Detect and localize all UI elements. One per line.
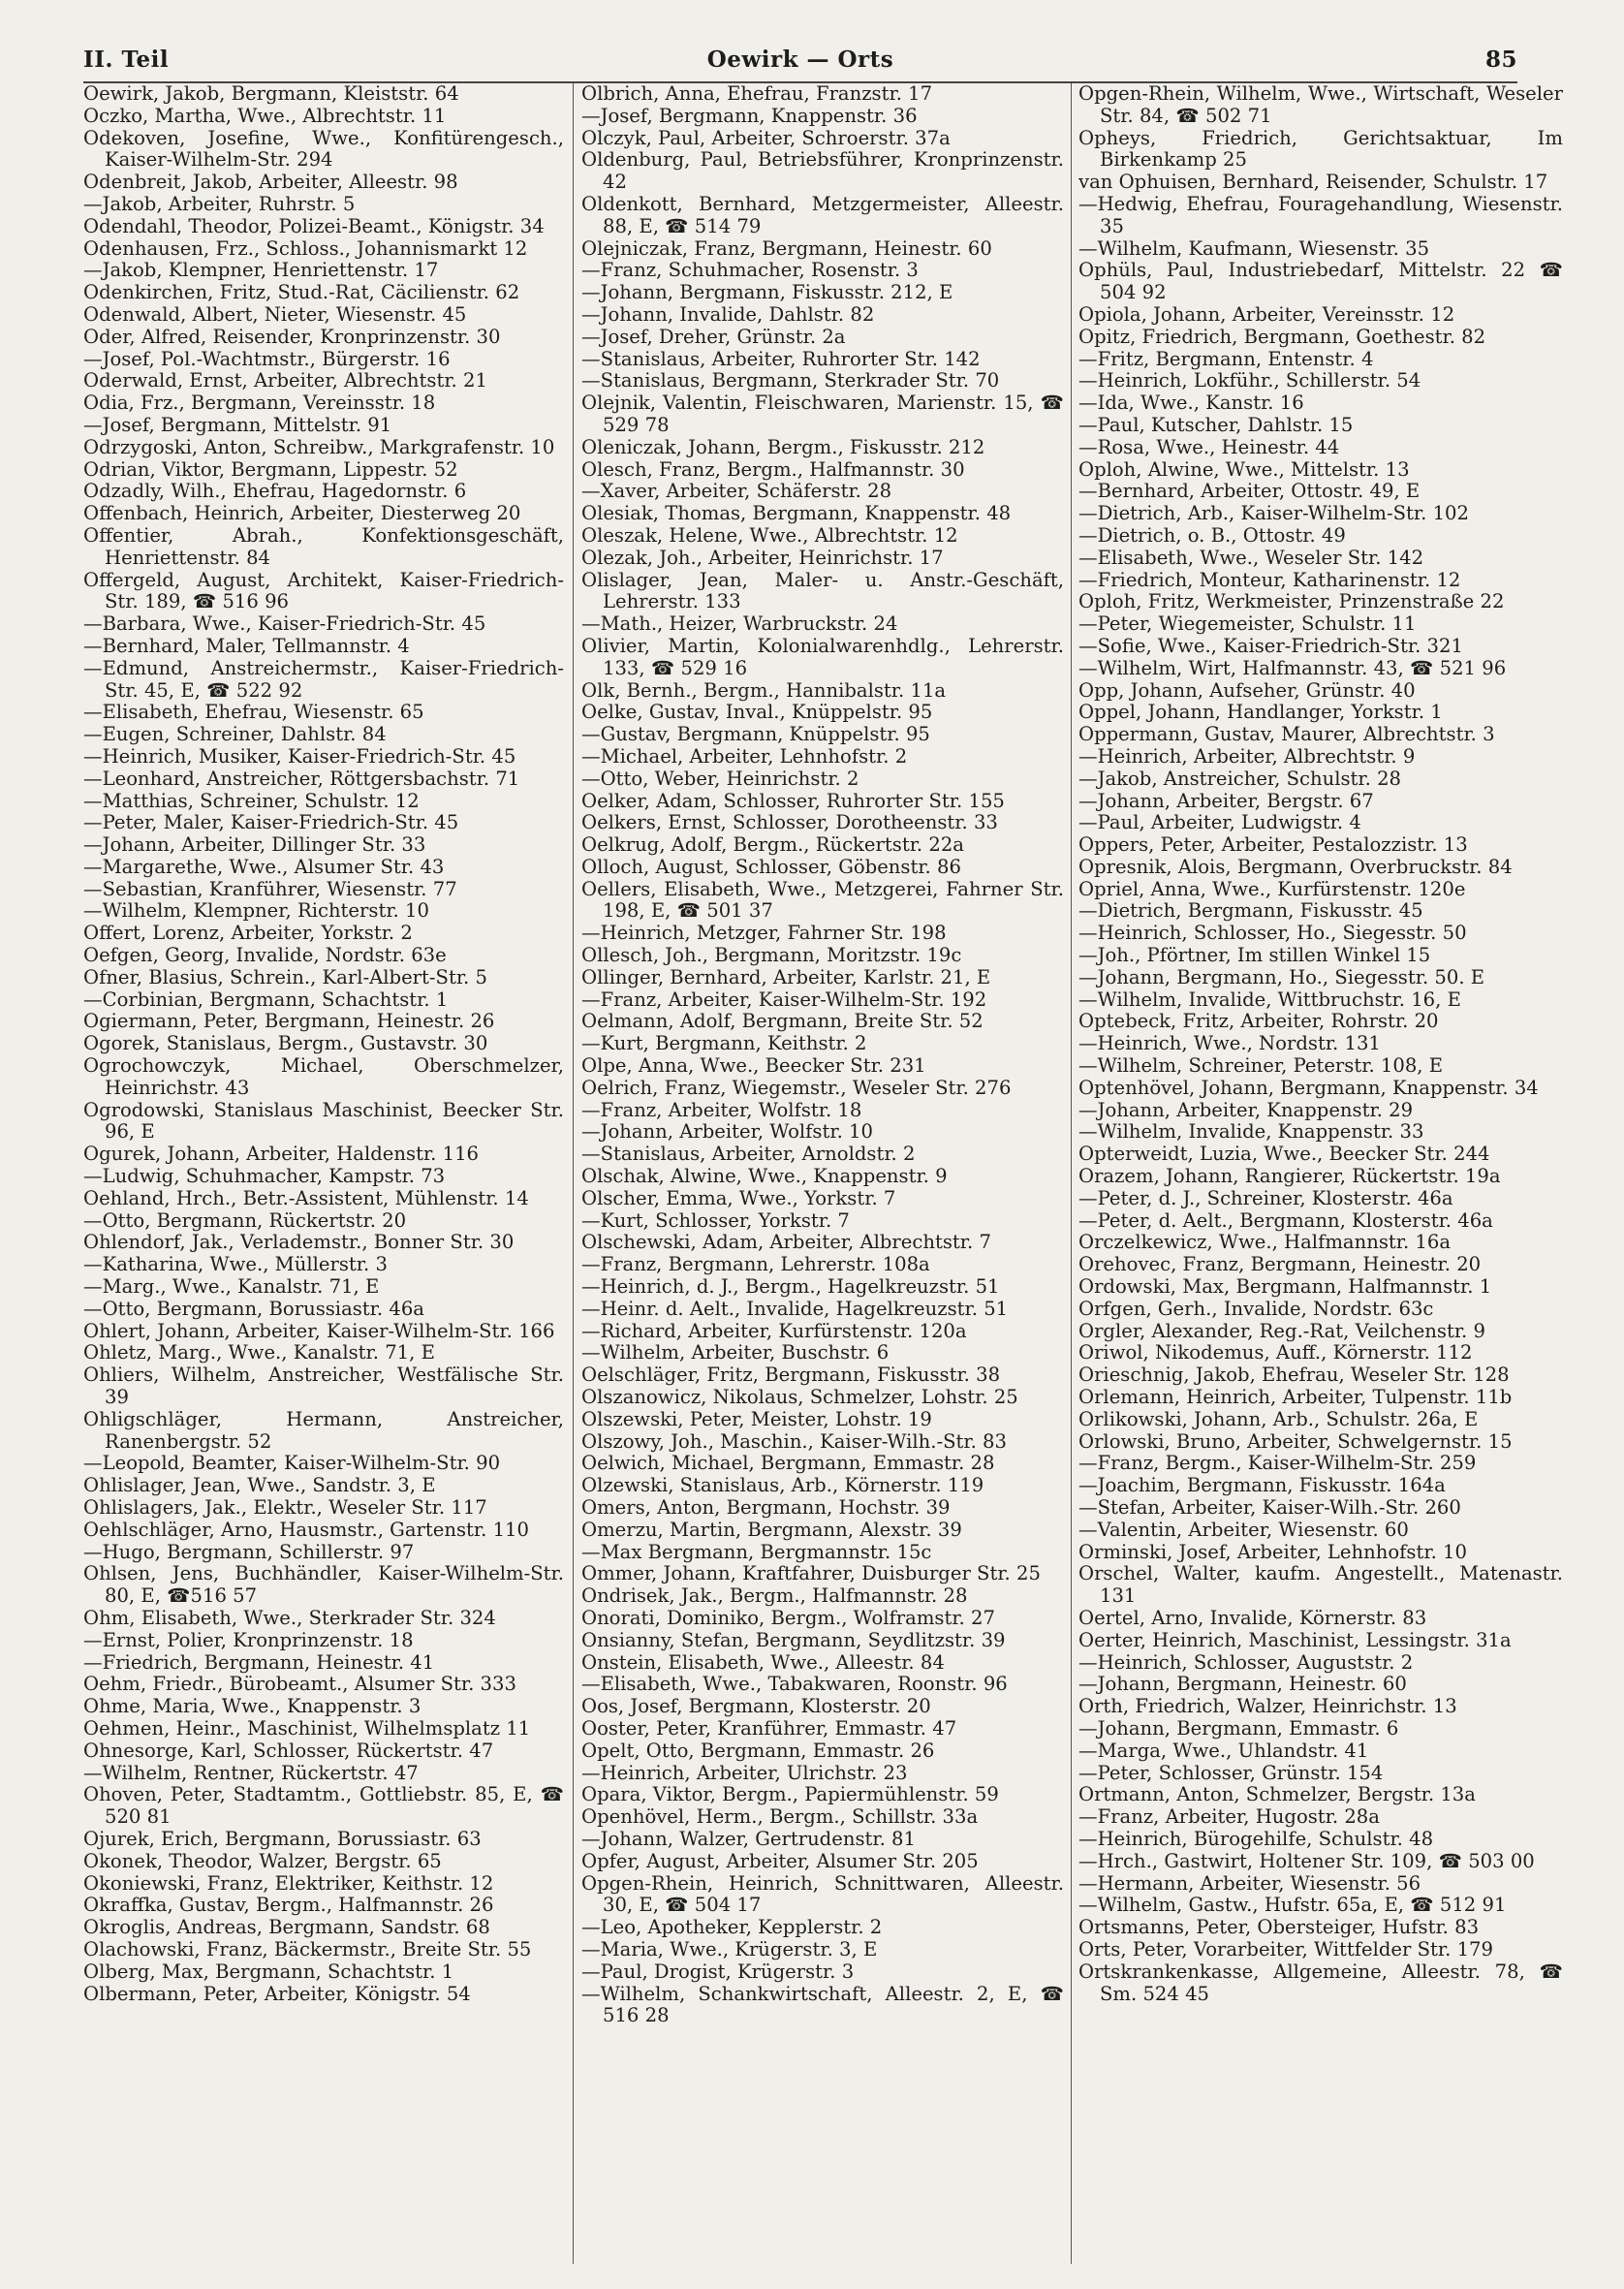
directory-entry: Ogiermann, Peter, Bergmann, Heinestr. 26 — [83, 1010, 495, 1033]
directory-entry: Olczyk, Paul, Arbeiter, Schroerstr. 37a — [581, 126, 951, 149]
column-1 — [83, 83, 564, 2005]
directory-entry: Orazem, Johann, Rangierer, Rückertstr. 19a — [1078, 1165, 1501, 1188]
directory-entry: —Heinrich, Musiker, Kaiser-Friedrich-Str. 45 — [83, 744, 516, 768]
directory-entry: —Ida, Wwe., Kanstr. 16 — [1078, 392, 1304, 415]
directory-entry: Oelrich, Franz, Wiegemstr., Weseler Str. 276 — [581, 1076, 1012, 1099]
directory-entry: Ohletz, Marg., Wwe., Kanalstr. 71, E — [83, 1341, 435, 1364]
directory-entry: —Paul, Drogist, Krügerstr. 3 — [581, 1960, 855, 1983]
directory-entry: —Hermann, Arbeiter, Wiesenstr. 56 — [1078, 1871, 1421, 1895]
directory-entry: Odendahl, Theodor, Polizei-Beamt., Königstr. 34 — [83, 214, 545, 237]
directory-entry: —Heinrich, Schlosser, Ho., Siegesstr. 50 — [1078, 922, 1467, 945]
directory-entry: —Stanislaus, Arbeiter, Ruhrorter Str. 142 — [581, 347, 981, 370]
directory-entry: Oploh, Alwine, Wwe., Mittelstr. 13 — [1078, 457, 1410, 481]
directory-entry: —Leo, Apotheker, Kepplerstr. 2 — [581, 1916, 883, 1939]
directory-entry: Ortskrankenkasse, Allgemeine, Alleestr. 78, ☎ Sm. 524 45 — [1078, 1960, 1563, 2005]
directory-entry: —Kurt, Schlosser, Yorkstr. 7 — [581, 1208, 850, 1232]
directory-entry: Olpe, Anna, Wwe., Beecker Str. 231 — [581, 1054, 926, 1078]
directory-entry: Olbermann, Peter, Arbeiter, Königstr. 54 — [83, 1982, 471, 2005]
directory-entry: Oldenburg, Paul, Betriebsführer, Kronprinzenstr. 42 — [581, 148, 1064, 194]
directory-entry: —Hedwig, Ehefrau, Fouragehandlung, Wiesenstr. 35 — [1078, 192, 1563, 237]
directory-entry: —Wilhelm, Rentner, Rückertstr. 47 — [83, 1761, 419, 1784]
directory-entry: Oppel, Johann, Handlanger, Yorkstr. 1 — [1078, 701, 1443, 724]
column-3 — [1078, 83, 1563, 2005]
directory-entry: Orieschnig, Jakob, Ehefrau, Weseler Str. 128 — [1078, 1364, 1510, 1387]
directory-entry: Orczelkewicz, Wwe., Halfmannstr. 16a — [1078, 1231, 1452, 1254]
directory-entry: —Peter, d. Aelt., Bergmann, Klosterstr. 46a — [1078, 1208, 1493, 1232]
directory-entry: —Richard, Arbeiter, Kurfürstenstr. 120a — [581, 1319, 967, 1342]
directory-entry: —Heinrich, Lokführ., Schillerstr. 54 — [1078, 369, 1421, 392]
directory-entry: —Ludwig, Schuhmacher, Kampstr. 73 — [83, 1165, 446, 1188]
directory-entry: Oldenkott, Bernhard, Metzgermeister, Alleestr. 88, E, ☎ 514 79 — [581, 192, 1064, 237]
directory-entry: —Bernhard, Maler, Tellmannstr. 4 — [83, 634, 410, 657]
page-header — [83, 47, 1517, 83]
directory-entry: Oefgen, Georg, Invalide, Nordstr. 63e — [83, 944, 447, 967]
directory-entry: —Johann, Bergmann, Ho., Siegesstr. 50. E — [1078, 965, 1485, 988]
directory-entry: Ooster, Peter, Kranführer, Emmastr. 47 — [581, 1716, 957, 1740]
directory-entry: —Wilhelm, Invalide, Knappenstr. 33 — [1078, 1120, 1424, 1144]
directory-entry: —Marga, Wwe., Uhlandstr. 41 — [1078, 1739, 1369, 1762]
directory-entry: Oderwald, Ernst, Arbeiter, Albrechtstr. 21 — [83, 369, 487, 392]
directory-entry: —Jakob, Klempner, Henriettenstr. 17 — [83, 259, 439, 282]
directory-entry: Orehovec, Franz, Bergmann, Heinestr. 20 — [1078, 1253, 1482, 1276]
directory-entry: —Michael, Arbeiter, Lehnhofstr. 2 — [581, 744, 908, 768]
directory-entry: Ollesch, Joh., Bergmann, Moritzstr. 19c — [581, 944, 962, 967]
directory-entry: —Kurt, Bergmann, Keithstr. 2 — [581, 1032, 867, 1055]
directory-entry: Olbrich, Anna, Ehefrau, Franzstr. 17 — [581, 82, 933, 105]
directory-entry: —Peter, Wiegemeister, Schulstr. 11 — [1078, 612, 1417, 636]
directory-entry: —Heinr. d. Aelt., Invalide, Hagelkreuzstr. 51 — [581, 1297, 1009, 1320]
directory-entry: Opelt, Otto, Bergmann, Emmastr. 26 — [581, 1739, 935, 1762]
directory-entry: —Margarethe, Wwe., Alsumer Str. 43 — [83, 855, 445, 878]
directory-entry: —Heinrich, Schlosser, Auguststr. 2 — [1078, 1650, 1414, 1674]
directory-entry: Oriwol, Nikodemus, Auff., Körnerstr. 112 — [1078, 1341, 1473, 1364]
directory-entry: Olejnik, Valentin, Fleischwaren, Marienstr. 15, ☎ 529 78 — [581, 392, 1064, 436]
directory-entry: Omers, Anton, Bergmann, Hochstr. 39 — [581, 1496, 951, 1519]
directory-entry: —Josef, Bergmann, Mittelstr. 91 — [83, 413, 392, 436]
directory-entry: Opiola, Johann, Arbeiter, Vereinsstr. 12 — [1078, 302, 1455, 326]
directory-entry: —Elisabeth, Wwe., Weseler Str. 142 — [1078, 546, 1424, 569]
directory-entry: Ogorek, Stanislaus, Bergm., Gustavstr. 30 — [83, 1032, 488, 1055]
running-head: Oewirk — Orts — [706, 47, 894, 73]
directory-entry: —Hugo, Bergmann, Schillerstr. 97 — [83, 1540, 415, 1563]
directory-entry: Odenhausen, Frz., Schloss., Johannismarkt 12 — [83, 236, 528, 260]
directory-entry: Odenbreit, Jakob, Arbeiter, Alleestr. 98 — [83, 171, 458, 194]
directory-entry: Olejniczak, Franz, Bergmann, Heinestr. 60 — [581, 236, 992, 260]
directory-entry: Onstein, Elisabeth, Wwe., Alleestr. 84 — [581, 1650, 945, 1674]
directory-entry: —Wilhelm, Schankwirtschaft, Alleestr. 2, E, ☎ 516 28 — [581, 1982, 1064, 2027]
directory-entry: —Wilhelm, Wirt, Halfmannstr. 43, ☎ 521 96 — [1078, 656, 1507, 679]
directory-entry: —Peter, Schlosser, Grünstr. 154 — [1078, 1761, 1384, 1784]
directory-entry: —Johann, Arbeiter, Wolfstr. 10 — [581, 1120, 873, 1144]
directory-entry: Optebeck, Fritz, Arbeiter, Rohrstr. 20 — [1078, 1010, 1439, 1033]
directory-entry: Olzewski, Stanislaus, Arb., Körnerstr. 119 — [581, 1474, 984, 1497]
directory-entry: —Otto, Bergmann, Rückertstr. 20 — [83, 1208, 407, 1232]
directory-entry: Oehmen, Heinr., Maschinist, Wilhelmsplatz 11 — [83, 1716, 531, 1740]
directory-entry: Oelkrug, Adolf, Bergm., Rückertstr. 22a — [581, 833, 964, 857]
directory-entry: Ohlendorf, Jak., Verlademstr., Bonner Str. 30 — [83, 1231, 515, 1254]
directory-entry: Oczko, Martha, Wwe., Albrechtstr. 11 — [83, 104, 447, 127]
directory-entry: Olezak, Joh., Arbeiter, Heinrichstr. 17 — [581, 546, 944, 569]
directory-entry: Oehm, Friedr., Bürobeamt., Alsumer Str. 333 — [83, 1673, 516, 1696]
directory-entry: —Stanislaus, Arbeiter, Arnoldstr. 2 — [581, 1143, 916, 1166]
directory-entry: Olesiak, Thomas, Bergmann, Knappenstr. 48 — [581, 502, 1012, 525]
directory-entry: —Heinrich, d. J., Bergm., Hagelkreuzstr. 51 — [581, 1275, 1000, 1299]
directory-entry: —Franz, Arbeiter, Kaiser-Wilhelm-Str. 192 — [581, 988, 987, 1011]
directory-entry: Opgen-Rhein, Heinrich, Schnittwaren, Alleestr. 30, E, ☎ 504 17 — [581, 1871, 1064, 1917]
directory-entry: —Rosa, Wwe., Heinestr. 44 — [1078, 435, 1340, 458]
directory-entry: —Paul, Arbeiter, Ludwigstr. 4 — [1078, 811, 1361, 834]
directory-entry: Olachowski, Franz, Bäckermstr., Breite Str. 55 — [83, 1937, 532, 1960]
directory-entry: —Peter, d. J., Schreiner, Klosterstr. 46a — [1078, 1186, 1453, 1209]
directory-entry: Opara, Viktor, Bergm., Papiermühlenstr. 59 — [581, 1783, 999, 1806]
directory-entry: —Franz, Bergm., Kaiser-Wilhelm-Str. 259 — [1078, 1452, 1477, 1475]
directory-entry: —Valentin, Arbeiter, Wiesenstr. 60 — [1078, 1518, 1409, 1541]
directory-entry: —Josef, Dreher, Grünstr. 2a — [581, 325, 846, 348]
directory-entry: Ollinger, Bernhard, Arbeiter, Karlstr. 21, E — [581, 965, 991, 988]
directory-entry: Ohlert, Johann, Arbeiter, Kaiser-Wilhelm-Str. 166 — [83, 1319, 555, 1342]
directory-entry: —Otto, Weber, Heinrichstr. 2 — [581, 767, 859, 790]
directory-entry: Orfgen, Gerh., Invalide, Nordstr. 63c — [1078, 1297, 1434, 1320]
directory-entry: Oelwich, Michael, Bergmann, Emmastr. 28 — [581, 1452, 995, 1475]
directory-entry: Odrzygoski, Anton, Schreibw., Markgrafenstr. 10 — [83, 435, 555, 458]
directory-entry: Oehland, Hrch., Betr.-Assistent, Mühlenstr. 14 — [83, 1186, 529, 1209]
directory-entry: Olschewski, Adam, Arbeiter, Albrechtstr. 7 — [581, 1231, 991, 1254]
directory-entry: Ommer, Johann, Kraftfahrer, Duisburger Str. 25 — [581, 1562, 1041, 1585]
directory-entry: Olszanowicz, Nikolaus, Schmelzer, Lohstr. 25 — [581, 1386, 1018, 1409]
directory-entry: —Jakob, Arbeiter, Ruhrstr. 5 — [83, 192, 356, 215]
directory-entry: Oehlschläger, Arno, Hausmstr., Gartenstr. 110 — [83, 1518, 529, 1541]
directory-entry: —Fritz, Bergmann, Entenstr. 4 — [1078, 347, 1374, 370]
directory-entry: Oos, Josef, Bergmann, Klosterstr. 20 — [581, 1695, 931, 1718]
directory-entry: Odzadly, Wilh., Ehefrau, Hagedornstr. 6 — [83, 480, 467, 503]
directory-entry: —Peter, Maler, Kaiser-Friedrich-Str. 45 — [83, 811, 459, 834]
directory-entry: —Ernst, Polier, Kronprinzenstr. 18 — [83, 1628, 414, 1651]
directory-entry: Olscher, Emma, Wwe., Yorkstr. 7 — [581, 1186, 896, 1209]
directory-entry: Opresnik, Alois, Bergmann, Overbruckstr. 84 — [1078, 855, 1513, 878]
directory-entry: Oertel, Arno, Invalide, Körnerstr. 83 — [1078, 1606, 1427, 1629]
directory-entry: Offergeld, August, Architekt, Kaiser-Friedrich-Str. 189, ☎ 516 96 — [83, 568, 564, 613]
directory-entry: —Johann, Arbeiter, Knappenstr. 29 — [1078, 1098, 1414, 1121]
directory-entry: Olislager, Jean, Maler- u. Anstr.-Geschäft, Lehrerstr. 133 — [581, 568, 1064, 613]
directory-entry: Oelke, Gustav, Inval., Knüppelstr. 95 — [581, 701, 933, 724]
directory-entry: Olivier, Martin, Kolonialwarenhdlg., Lehrerstr. 133, ☎ 529 16 — [581, 634, 1064, 679]
directory-entry: Ogrodowski, Stanislaus Maschinist, Beecker Str. 96, E — [83, 1098, 564, 1144]
directory-entry: —Barbara, Wwe., Kaiser-Friedrich-Str. 45 — [83, 612, 486, 636]
directory-entry: —Wilhelm, Invalide, Wittbruchstr. 16, E — [1078, 988, 1461, 1011]
directory-entry: Oewirk, Jakob, Bergmann, Kleiststr. 64 — [83, 82, 459, 105]
section-label: II. Teil — [83, 47, 170, 73]
directory-entry: —Katharina, Wwe., Müllerstr. 3 — [83, 1253, 388, 1276]
directory-entry: —Paul, Kutscher, Dahlstr. 15 — [1078, 413, 1354, 436]
column-divider — [573, 83, 574, 2264]
directory-entry: Olszowy, Joh., Maschin., Kaiser-Wilh.-Str. 83 — [581, 1429, 1007, 1453]
directory-entry: —Dietrich, Arb., Kaiser-Wilhelm-Str. 102 — [1078, 502, 1469, 525]
directory-entry: —Otto, Bergmann, Borussiastr. 46a — [83, 1297, 424, 1320]
directory-entry: Orth, Friedrich, Walzer, Heinrichstr. 13 — [1078, 1695, 1457, 1718]
directory-entry: Okonek, Theodor, Walzer, Bergstr. 65 — [83, 1849, 442, 1872]
directory-entry: —Max Bergmann, Bergmannstr. 15c — [581, 1540, 932, 1563]
directory-entry: —Wilhelm, Arbeiter, Buschstr. 6 — [581, 1341, 890, 1364]
directory-entry: Ohlislagers, Jak., Elektr., Weseler Str. 117 — [83, 1496, 487, 1519]
directory-entry: —Wilhelm, Schreiner, Peterstr. 108, E — [1078, 1054, 1444, 1078]
directory-entry: —Franz, Arbeiter, Wolfstr. 18 — [581, 1098, 862, 1121]
directory-entry: Opriel, Anna, Wwe., Kurfürstenstr. 120e — [1078, 877, 1466, 900]
directory-entry: —Dietrich, o. B., Ottostr. 49 — [1078, 523, 1346, 547]
directory-entry: —Johann, Walzer, Gertrudenstr. 81 — [581, 1827, 916, 1850]
directory-entry: —Franz, Schuhmacher, Rosenstr. 3 — [581, 259, 919, 282]
directory-entry: —Sofie, Wwe., Kaiser-Friedrich-Str. 321 — [1078, 634, 1463, 657]
directory-entry: —Gustav, Bergmann, Knüppelstr. 95 — [581, 723, 930, 746]
directory-entry: —Johann, Arbeiter, Bergstr. 67 — [1078, 789, 1374, 812]
directory-entry: —Heinrich, Metzger, Fahrner Str. 198 — [581, 922, 947, 945]
directory-entry: —Wilhelm, Gastw., Hufstr. 65a, E, ☎ 512 91 — [1078, 1894, 1507, 1917]
directory-entry: Ohligschläger, Hermann, Anstreicher, Ranenbergstr. 52 — [83, 1407, 564, 1453]
directory-entry: —Franz, Arbeiter, Hugostr. 28a — [1078, 1805, 1380, 1829]
column-divider — [1071, 83, 1072, 2264]
directory-entry: Ofner, Blasius, Schrein., Karl-Albert-Str. 5 — [83, 965, 487, 988]
directory-entry: Orlikowski, Johann, Arb., Schulstr. 26a, E — [1078, 1407, 1479, 1430]
directory-entry: Opterweidt, Luzia, Wwe., Beecker Str. 244 — [1078, 1143, 1490, 1166]
directory-entry: Olk, Bernh., Bergm., Hannibalstr. 11a — [581, 678, 947, 702]
directory-entry: —Marg., Wwe., Kanalstr. 71, E — [83, 1275, 380, 1299]
directory-entry: —Johann, Bergmann, Emmastr. 6 — [1078, 1716, 1399, 1740]
directory-entry: Ohlislager, Jean, Wwe., Sandstr. 3, E — [83, 1474, 436, 1497]
directory-entry: Ortmann, Anton, Schmelzer, Bergstr. 13a — [1078, 1783, 1476, 1806]
directory-entry: —Elisabeth, Ehefrau, Wiesenstr. 65 — [83, 701, 424, 724]
directory-entry: Ogrochowczyk, Michael, Oberschmelzer, Heinrichstr. 43 — [83, 1054, 564, 1099]
directory-entry: Ohme, Maria, Wwe., Knappenstr. 3 — [83, 1695, 422, 1718]
directory-entry: Odia, Frz., Bergmann, Vereinsstr. 18 — [83, 392, 436, 415]
directory-entry: —Johann, Arbeiter, Dillinger Str. 33 — [83, 833, 426, 857]
directory-entry: Oelkers, Ernst, Schlosser, Dorotheenstr. 33 — [581, 811, 998, 834]
directory-entry: —Maria, Wwe., Krügerstr. 3, E — [581, 1937, 878, 1960]
directory-entry: —Heinrich, Arbeiter, Albrechtstr. 9 — [1078, 744, 1416, 768]
directory-entry: Onsianny, Stefan, Bergmann, Seydlitzstr. 39 — [581, 1628, 1006, 1651]
directory-entry: —Joachim, Bergmann, Fiskusstr. 164a — [1078, 1474, 1446, 1497]
directory-entry: —Stefan, Arbeiter, Kaiser-Wilh.-Str. 260 — [1078, 1496, 1461, 1519]
page-number: 85 — [1484, 47, 1517, 73]
directory-entry: —Dietrich, Bergmann, Fiskusstr. 45 — [1078, 899, 1423, 923]
directory-entry: Olloch, August, Schlosser, Göbenstr. 86 — [581, 855, 961, 878]
directory-entry: Offentier, Abrah., Konfektionsgeschäft, Henriettenstr. 84 — [83, 523, 564, 569]
directory-entry: —Corbinian, Bergmann, Schachtstr. 1 — [83, 988, 449, 1011]
directory-entry: —Matthias, Schreiner, Schulstr. 12 — [83, 789, 420, 812]
directory-entry: Oerter, Heinrich, Maschinist, Lessingstr. 31a — [1078, 1628, 1512, 1651]
directory-entry: Opfer, August, Arbeiter, Alsumer Str. 205 — [581, 1849, 979, 1872]
directory-entry: Ohliers, Wilhelm, Anstreicher, Westfälische Str. 39 — [83, 1364, 564, 1409]
directory-entry: —Jakob, Anstreicher, Schulstr. 28 — [1078, 767, 1402, 790]
directory-entry: Onorati, Dominiko, Bergm., Wolframstr. 27 — [581, 1606, 995, 1629]
directory-entry: Olberg, Max, Bergmann, Schachtstr. 1 — [83, 1960, 454, 1983]
directory-entry: —Leonhard, Anstreicher, Röttgersbachstr. 71 — [83, 767, 520, 790]
directory-entry: —Joh., Pförtner, Im stillen Winkel 15 — [1078, 944, 1431, 967]
directory-entry: —Xaver, Arbeiter, Schäferstr. 28 — [581, 480, 892, 503]
directory-entry: —Bernhard, Arbeiter, Ottostr. 49, E — [1078, 480, 1421, 503]
directory-entry: Omerzu, Martin, Bergmann, Alexstr. 39 — [581, 1518, 962, 1541]
directory-entry: Openhövel, Herm., Bergm., Schillstr. 33a — [581, 1805, 979, 1829]
directory-entry: —Hrch., Gastwirt, Holtener Str. 109, ☎ 503 00 — [1078, 1849, 1535, 1872]
directory-entry: Olesch, Franz, Bergm., Halfmannstr. 30 — [581, 457, 965, 481]
directory-entry: Orschel, Walter, kaufm. Angestellt., Matenastr. 131 — [1078, 1562, 1563, 1608]
directory-entry: Oppers, Peter, Arbeiter, Pestalozzistr. 13 — [1078, 833, 1468, 857]
directory-entry: —Eugen, Schreiner, Dahlstr. 84 — [83, 723, 387, 746]
directory-entry: —Johann, Bergmann, Heinestr. 60 — [1078, 1673, 1407, 1696]
directory-entry: Ophüls, Paul, Industriebedarf, Mittelstr. 22 ☎ 504 92 — [1078, 259, 1563, 304]
directory-entry: van Ophuisen, Bernhard, Reisender, Schulstr. 17 — [1078, 171, 1548, 194]
directory-entry: —Edmund, Anstreichermstr., Kaiser-Friedrich-Str. 45, E, ☎ 522 92 — [83, 656, 564, 702]
directory-entry: Oleniczak, Johann, Bergm., Fiskusstr. 212 — [581, 435, 985, 458]
directory-entry: Oellers, Elisabeth, Wwe., Metzgerei, Fahrner Str. 198, E, ☎ 501 37 — [581, 877, 1064, 923]
directory-entry: —Josef, Pol.-Wachtmstr., Bürgerstr. 16 — [83, 347, 451, 370]
directory-entry: Oder, Alfred, Reisender, Kronprinzenstr. 30 — [83, 325, 501, 348]
directory-entry: Ogurek, Johann, Arbeiter, Haldenstr. 116 — [83, 1143, 480, 1166]
directory-entry: Olschak, Alwine, Wwe., Knappenstr. 9 — [581, 1165, 948, 1188]
directory-entry: Okoniewski, Franz, Elektriker, Keithstr. 12 — [83, 1871, 494, 1895]
directory-entry: Orminski, Josef, Arbeiter, Lehnhofstr. 10 — [1078, 1540, 1467, 1563]
directory-entry: Optenhövel, Johann, Bergmann, Knappenstr. 34 — [1078, 1076, 1539, 1099]
directory-entry: —Friedrich, Bergmann, Heinestr. 41 — [83, 1650, 435, 1674]
directory-entry: —Elisabeth, Wwe., Tabakwaren, Roonstr. 96 — [581, 1673, 1008, 1696]
directory-entry: —Johann, Bergmann, Fiskusstr. 212, E — [581, 281, 953, 304]
directory-entry: Oelker, Adam, Schlosser, Ruhrorter Str. 155 — [581, 789, 1005, 812]
directory-entry: Oelmann, Adolf, Bergmann, Breite Str. 52 — [581, 1010, 984, 1033]
directory-entry: Opgen-Rhein, Wilhelm, Wwe., Wirtschaft, Weseler Str. 84, ☎ 502 71 — [1078, 82, 1563, 127]
directory-entry: Offert, Lorenz, Arbeiter, Yorkstr. 2 — [83, 922, 413, 945]
directory-entry: Opp, Johann, Aufseher, Grünstr. 40 — [1078, 678, 1416, 702]
directory-entry: —Franz, Bergmann, Lehrerstr. 108a — [581, 1253, 930, 1276]
directory-entry: Odenkirchen, Fritz, Stud.-Rat, Cäcilienstr. 62 — [83, 281, 520, 304]
directory-entry: Ondrisek, Jak., Bergm., Halfmannstr. 28 — [581, 1584, 968, 1608]
directory-entry: Ohm, Elisabeth, Wwe., Sterkrader Str. 324 — [83, 1606, 496, 1629]
directory-entry: Oploh, Fritz, Werkmeister, Prinzenstraße 22 — [1078, 590, 1505, 613]
directory-entry: —Josef, Bergmann, Knappenstr. 36 — [581, 104, 918, 127]
directory-entry: —Leopold, Beamter, Kaiser-Wilhelm-Str. 90 — [83, 1452, 501, 1475]
directory-entry: —Heinrich, Bürogehilfe, Schulstr. 48 — [1078, 1827, 1434, 1850]
directory-entry: Ohoven, Peter, Stadtamtm., Gottliebstr. 85, E, ☎ 520 81 — [83, 1783, 564, 1829]
directory-entry: Orts, Peter, Vorarbeiter, Wittfelder Str. 179 — [1078, 1937, 1493, 1960]
directory-entry: Oppermann, Gustav, Maurer, Albrechtstr. 3 — [1078, 723, 1495, 746]
directory-entry: Orlowski, Bruno, Arbeiter, Schwelgernstr. 15 — [1078, 1429, 1513, 1453]
directory-entry: —Math., Heizer, Warbruckstr. 24 — [581, 612, 898, 636]
directory-entry: Olszewski, Peter, Meister, Lohstr. 19 — [581, 1407, 932, 1430]
directory-entry: Odekoven, Josefine, Wwe., Konfitürengesch., Kaiser-Wilhelm-Str. 294 — [83, 126, 564, 172]
directory-entry: —Friedrich, Monteur, Katharinenstr. 12 — [1078, 568, 1461, 591]
directory-entry: Ortsmanns, Peter, Obersteiger, Hufstr. 83 — [1078, 1916, 1480, 1939]
directory-entry: Oelschläger, Fritz, Bergmann, Fiskusstr. 38 — [581, 1364, 1001, 1387]
directory-entry: —Wilhelm, Kaufmann, Wiesenstr. 35 — [1078, 236, 1430, 260]
directory-entry: Odrian, Viktor, Bergmann, Lippestr. 52 — [83, 457, 458, 481]
directory-entry: Offenbach, Heinrich, Arbeiter, Diesterweg 20 — [83, 502, 521, 525]
column-2 — [581, 83, 1064, 2027]
directory-entry: —Heinrich, Wwe., Nordstr. 131 — [1078, 1032, 1381, 1055]
directory-entry: Oleszak, Helene, Wwe., Albrechtstr. 12 — [581, 523, 958, 547]
directory-entry: Orlemann, Heinrich, Arbeiter, Tulpenstr. 11b — [1078, 1386, 1513, 1409]
directory-entry: —Wilhelm, Klempner, Richterstr. 10 — [83, 899, 429, 923]
directory-entry: —Stanislaus, Bergmann, Sterkrader Str. 70 — [581, 369, 1000, 392]
directory-entry: Okroglis, Andreas, Bergmann, Sandstr. 68 — [83, 1916, 490, 1939]
directory-entry: Okraffka, Gustav, Bergm., Halfmannstr. 26 — [83, 1894, 494, 1917]
directory-entry: Odenwald, Albert, Nieter, Wiesenstr. 45 — [83, 302, 467, 326]
directory-entry: —Sebastian, Kranführer, Wiesenstr. 77 — [83, 877, 457, 900]
directory-entry: Ohnesorge, Karl, Schlosser, Rückertstr. 47 — [83, 1739, 494, 1762]
directory-entry: —Johann, Invalide, Dahlstr. 82 — [581, 302, 875, 326]
directory-entry: Ohlsen, Jens, Buchhändler, Kaiser-Wilhelm-Str. 80, E, ☎516 57 — [83, 1562, 564, 1608]
directory-entry: Orgler, Alexander, Reg.-Rat, Veilchenstr. 9 — [1078, 1319, 1485, 1342]
directory-entry: —Heinrich, Arbeiter, Ulrichstr. 23 — [581, 1761, 908, 1784]
directory-entry: Ojurek, Erich, Bergmann, Borussiastr. 63 — [83, 1827, 482, 1850]
directory-entry: Opitz, Friedrich, Bergmann, Goethestr. 82 — [1078, 325, 1486, 348]
directory-entry: Opheys, Friedrich, Gerichtsaktuar, Im Birkenkamp 25 — [1078, 126, 1563, 172]
directory-entry: Ordowski, Max, Bergmann, Halfmannstr. 1 — [1078, 1275, 1492, 1299]
